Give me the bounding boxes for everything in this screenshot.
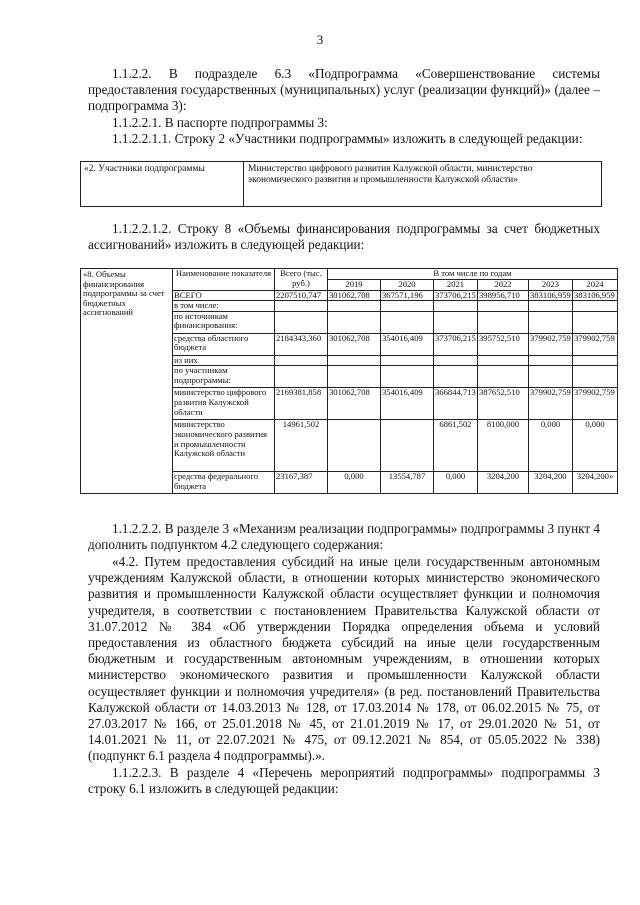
row-year-value: 301062,708 — [328, 290, 381, 301]
row-year-value — [328, 355, 381, 366]
row-year-value: 379902,759 — [573, 333, 618, 355]
row-label: по участникам подпрограммы: — [173, 366, 275, 388]
row-year-value: 301062,708 — [328, 333, 381, 355]
financing-outer-label: «8. Объемы финансирования подпрограммы за счет бюджетных ассигнований — [81, 269, 173, 494]
year-header: 2023 — [529, 280, 573, 291]
row-year-value: 383106,959 — [573, 290, 618, 301]
row-year-value: 0,000 — [434, 472, 478, 494]
header-total: Всего (тыс. руб.) — [275, 269, 328, 291]
row-year-value — [381, 301, 434, 312]
row-label: средства областного бюджета — [173, 333, 275, 355]
row-year-value: 8100,000 — [478, 420, 529, 472]
paragraph-1-1-2-2: 1.1.2.2. В подразделе 6.3 «Подпрограмма «Совершенствование системы предоставления государственных (муниципальных) услуг (реализации функций)» (далее – подпрограмма 3): — [88, 66, 600, 114]
year-header: 2019 — [328, 280, 381, 291]
row-year-value — [573, 301, 618, 312]
participants-table — [80, 161, 602, 207]
row-total: 2184343,360 — [275, 333, 328, 355]
row-year-value — [328, 420, 381, 472]
row-year-value — [434, 355, 478, 366]
row-year-value — [434, 301, 478, 312]
row-year-value: 367571,196 — [381, 290, 434, 301]
row-year-value: 0,000 — [573, 420, 618, 472]
row-label: ВСЕГО — [173, 290, 275, 301]
row-total — [275, 301, 328, 312]
row-year-value — [381, 420, 434, 472]
row-year-value: 6861,502 — [434, 420, 478, 472]
row-year-value — [573, 366, 618, 388]
page-number: 3 — [316, 32, 324, 47]
row-year-value — [478, 355, 529, 366]
row-label: министерство цифрового развития Калужской области — [173, 388, 275, 420]
year-header: 2020 — [381, 280, 434, 291]
row-year-value — [328, 366, 381, 388]
row-year-value: 366844,713 — [434, 388, 478, 420]
participants-value: Министерство цифрового развития Калужской области, министерство экономического развития и промышленности Калужской области» — [248, 164, 533, 185]
row-year-value — [381, 366, 434, 388]
row-year-value: 13554,787 — [381, 472, 434, 494]
row-label: министерство экономического развития и промышленности Калужской области — [173, 420, 275, 472]
row-year-value: 373706,215 — [434, 333, 478, 355]
row-total: 14961,502 — [275, 420, 328, 472]
year-header: 2021 — [434, 280, 478, 291]
row-year-value — [529, 301, 573, 312]
paragraph-measures: 1.1.2.2.3. В разделе 4 «Перечень мероприятий подпрограммы» подпрограммы 3 строку 6.1 изложить в следующей редакции: — [88, 765, 600, 797]
row-year-value: 387652,510 — [478, 388, 529, 420]
row-total: 2169381,858 — [275, 388, 328, 420]
row-year-value: 3204,200» — [573, 472, 618, 494]
paragraph-passport: 1.1.2.2.1. В паспорте подпрограммы 3: — [112, 115, 328, 130]
row-label: средства федерального бюджета — [173, 472, 275, 494]
row-year-value — [573, 355, 618, 366]
row-label: из них — [173, 355, 275, 366]
row-year-value — [434, 366, 478, 388]
financing-table — [80, 268, 618, 494]
header-years: В том числе по годам — [328, 269, 618, 280]
year-header: 2022 — [478, 280, 529, 291]
paragraph-row2: 1.1.2.2.1.1. Строку 2 «Участники подпрограммы» изложить в следующей редакции: — [112, 131, 583, 146]
row-total: 2207510,747 — [275, 290, 328, 301]
row-year-value: 354016,409 — [381, 333, 434, 355]
row-year-value: 373706,215 — [435, 290, 476, 300]
row-year-value: 354016,409 — [381, 388, 434, 420]
row-year-value: 379902,759 — [529, 333, 573, 355]
participants-label: «2. Участники подпрограммы — [81, 162, 244, 206]
row-year-value: 3204,200 — [478, 472, 529, 494]
row-year-value: 379902,759 — [573, 388, 618, 420]
row-year-value — [381, 355, 434, 366]
row-year-value — [478, 301, 529, 312]
row-year-value — [529, 355, 573, 366]
row-year-value — [529, 366, 573, 388]
row-total — [275, 311, 328, 333]
paragraph-row8: 1.1.2.2.1.2. Строку 8 «Объемы финансирования подпрограммы за счет бюджетных ассигнований» изложить в следующей редакции: — [88, 221, 600, 253]
header-name: Наименование показателя — [173, 269, 275, 291]
row-year-value — [434, 311, 478, 333]
row-year-value: 301062,708 — [328, 388, 381, 420]
row-total — [275, 366, 328, 388]
row-year-value — [529, 311, 573, 333]
row-year-value — [381, 311, 434, 333]
row-year-value — [478, 366, 529, 388]
row-label: по источникам финансирования: — [173, 311, 275, 333]
row-year-value: 379902,759 — [529, 388, 573, 420]
row-year-value: 398956,710 — [478, 290, 529, 301]
row-year-value: 3204,200 — [529, 472, 573, 494]
row-year-value: 395752,510 — [478, 333, 529, 355]
row-year-value — [478, 311, 529, 333]
row-year-value: 383106,959 — [530, 290, 571, 300]
row-year-value — [328, 301, 381, 312]
row-total: 23167,387 — [275, 472, 328, 494]
paragraph-mechanism: 1.1.2.2.2. В разделе 3 «Механизм реализации подпрограммы» подпрограммы 3 пункт 4 дополнить подпунктом 4.2 следующего содержания: — [88, 521, 601, 553]
paragraph-4-2: «4.2. Путем предоставления субсидий на иные цели государственным автономным учреждениям Калужской области, в отношении которых министерство экономического развития и промышленности Калужской области осуществляет функции и полномочия учредителя, в соответствии с постановлением Правительства Калужской области от 31.07.2012 № 384 «Об утверждении Порядка определения объема и условий предоставления из областного бюджета субсидий на иные цели государственным бюджетным и государственным автономным учреждениям, в отношении которых министерство экономического развития и промышленности Калужской области осуществляет функции и полномочия учредителя» (в ред. постановлений Правительства Калужской области от 14.03.2013 № 128, от 17.03.2014 № 178, от 06.02.2015 № 75, от 27.03.2017 № 166, от 25.01.2018 № 45, от 21.01.2019 № 17, от 29.01.2020 № 51, от 14.01.2021 № 11, от 22.07.2021 № 475, от 09.12.2021 № 854, от 05.05.2022 № 338) (подпункт 6.1 раздела 4 подпрограммы).». — [88, 554, 600, 764]
year-header: 2024 — [573, 280, 618, 291]
row-year-value — [328, 311, 381, 333]
row-year-value: 0,000 — [529, 420, 573, 472]
row-year-value — [573, 311, 618, 333]
row-total — [275, 355, 328, 366]
row-label: в том числе: — [173, 301, 275, 312]
row-year-value: 0,000 — [328, 472, 381, 494]
